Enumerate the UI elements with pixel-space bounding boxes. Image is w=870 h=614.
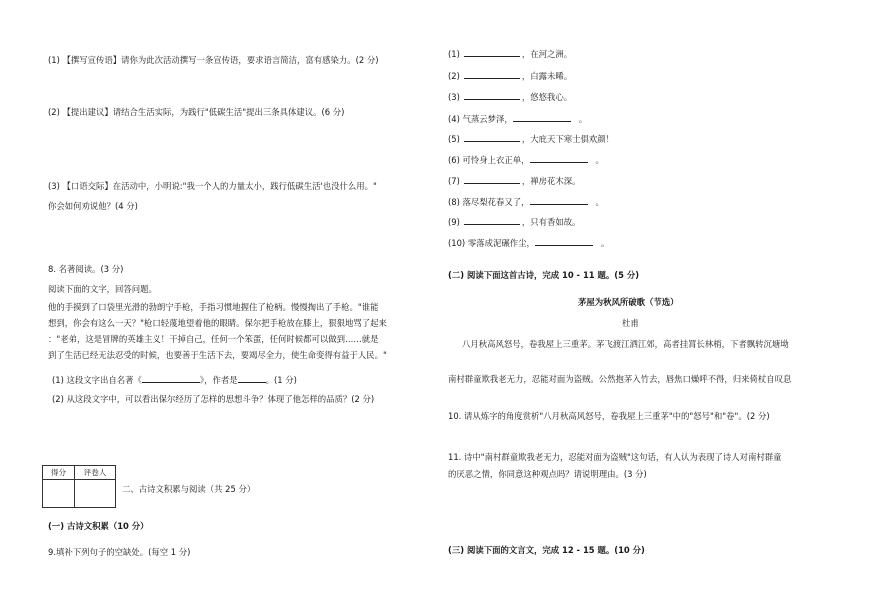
fill-item	[448, 91, 572, 102]
fill-item	[448, 113, 587, 124]
q8-1-middle: 》，作者是	[199, 375, 238, 385]
fill-item-suffix: ，白露未晞。	[521, 71, 573, 81]
fill-item	[448, 154, 604, 165]
fill-item-prefix: (3)	[448, 92, 460, 102]
q8-1-suffix: 。(1 分)	[265, 375, 297, 385]
fill-item	[448, 48, 572, 59]
subsection-3-title: (三) 阅读下面的文言文，完成 12 - 15 题。(10 分)	[448, 545, 645, 555]
fill-item-prefix: (1)	[448, 49, 460, 59]
fill-item-suffix: 。	[595, 197, 604, 207]
score-header: 得分	[43, 466, 75, 480]
section-8-title: 8. 名著阅读。(3 分)	[48, 264, 124, 274]
question-9: 9.填补下列句子的空缺处。(每空 1 分)	[48, 547, 191, 557]
fill-item	[448, 175, 581, 186]
fill-item-prefix: (10) 零落成泥碾作尘，	[448, 238, 535, 248]
question-2: (2) 【提出建议】请结合生活实际，为践行"低碳生活"提出三条具体建议。(6 分)	[48, 107, 345, 117]
fill-item	[448, 70, 572, 81]
fill-item	[448, 237, 609, 248]
fill-item-suffix: ，禅房花木深。	[521, 176, 581, 186]
poem-author: 杜甫	[622, 318, 639, 328]
book-title-blank[interactable]	[142, 374, 200, 383]
section-8-intro: 阅读下面的文字，回答问题。	[48, 284, 157, 294]
fill-item	[448, 133, 614, 144]
fill-blank[interactable]	[464, 133, 520, 142]
section-2-title: 二、古诗文积累与阅读（共 25 分）	[122, 484, 256, 494]
fill-item-suffix: ，悠悠我心。	[521, 92, 573, 102]
fill-item-prefix: (9)	[448, 217, 460, 227]
author-blank[interactable]	[238, 374, 266, 383]
fill-item-prefix: (7)	[448, 176, 460, 186]
fill-item	[448, 216, 581, 227]
q8-1-prefix: (1) 这段文字出自名著《	[52, 375, 142, 385]
fill-item-prefix: (2)	[448, 71, 460, 81]
question-8-2: (2) 从这段文字中，可以看出保尔经历了怎样的思想斗争？体现了他怎样的品质？(2 分)	[52, 394, 375, 404]
fill-item	[448, 196, 604, 207]
fill-item-suffix: 。	[578, 114, 588, 124]
passage-line-4: 到了生活已经无法忍受的时候，也要善于生活下去，要竭尽全力，使生命变得有益于人民。"	[48, 350, 387, 360]
poem-title: 茅屋为秋风所破歌（节选）	[578, 297, 679, 307]
fill-blank[interactable]	[464, 216, 520, 225]
grader-header: 评卷人	[75, 466, 116, 480]
fill-item-suffix: ，大庇天下寒士俱欢颜！	[521, 134, 614, 144]
passage-line-3: ："老弟，这是冒牌的英雄主义！干掉自己，任何一个笨蛋，任何时候都可以做到……就是	[48, 334, 379, 344]
question-3-line-1: (3) 【口语交际】在活动中，小明说:"我一个人的力量太小，践行低碳生活'也没什么用。"	[48, 181, 377, 191]
fill-item-prefix: (8) 落尽梨花春又了，	[448, 197, 530, 207]
fill-blank[interactable]	[513, 113, 571, 122]
question-11-line-2: 的厌恶之情，你同意这种观点吗？请说明理由。(3 分)	[448, 469, 647, 479]
fill-blank[interactable]	[530, 154, 588, 163]
passage-line-2: 想到，你会有这么一天？"枪口轻蔑地望着他的眼睛。保尔把手枪放在膝上，狠狠地骂了起来	[48, 318, 387, 328]
score-cell[interactable]	[43, 480, 75, 508]
fill-item-suffix: 。	[600, 238, 610, 248]
poem-line-2: 南村群童欺我老无力，忍能对面为盗贼。公然抱茅入竹去，唇焦口燥呼不得，归来倚杖自叹息	[448, 374, 792, 384]
grader-cell[interactable]	[75, 480, 116, 508]
fill-item-suffix: ，在河之洲。	[521, 49, 573, 59]
fill-blank[interactable]	[535, 237, 593, 246]
question-8-1	[52, 374, 297, 385]
fill-item-prefix: (4) 气蒸云梦泽，	[448, 114, 513, 124]
subsection-1-title: (一) 古诗文积累（10 分）	[48, 521, 149, 531]
poem-line-1: 八月秋高风怒号，卷我屋上三重茅。茅飞渡江洒江郊，高者挂罥长林梢，下者飘转沉塘坳	[462, 339, 789, 349]
fill-blank[interactable]	[464, 70, 520, 79]
question-3-line-2: 你会如何劝说他？(4 分)	[48, 201, 138, 211]
question-11-line-1: 11. 诗中"南村群童欺我老无力，忍能对面为盗贼"这句话，有人认为表现了诗人对南村群童	[448, 452, 782, 462]
subsection-2-title: (二) 阅读下面这首古诗，完成 10 - 11 题。(5 分)	[448, 270, 640, 280]
fill-item-prefix: (5)	[448, 134, 460, 144]
fill-blank[interactable]	[530, 196, 588, 205]
passage-line-1: 他的手摸到了口袋里光滑的勃朗宁手枪，手指习惯地握住了枪柄。慢慢掏出了手枪。"谁能	[48, 302, 379, 312]
fill-item-suffix: 。	[595, 155, 604, 165]
question-10: 10. 请从炼字的角度赏析"八月秋高风怒号，卷我屋上三重茅"中的"怒号"和"卷"。(2 分)	[448, 411, 770, 421]
fill-item-suffix: ，只有香如故。	[521, 217, 581, 227]
fill-blank[interactable]	[464, 175, 520, 184]
fill-blank[interactable]	[464, 48, 520, 57]
score-table	[42, 465, 116, 508]
question-1: (1) 【撰写宣传语】请你为此次活动撰写一条宣传语，要求语言简洁，富有感染力。(2 分)	[48, 55, 379, 65]
fill-blank[interactable]	[464, 91, 520, 100]
fill-item-prefix: (6) 可怜身上衣正单，	[448, 155, 530, 165]
